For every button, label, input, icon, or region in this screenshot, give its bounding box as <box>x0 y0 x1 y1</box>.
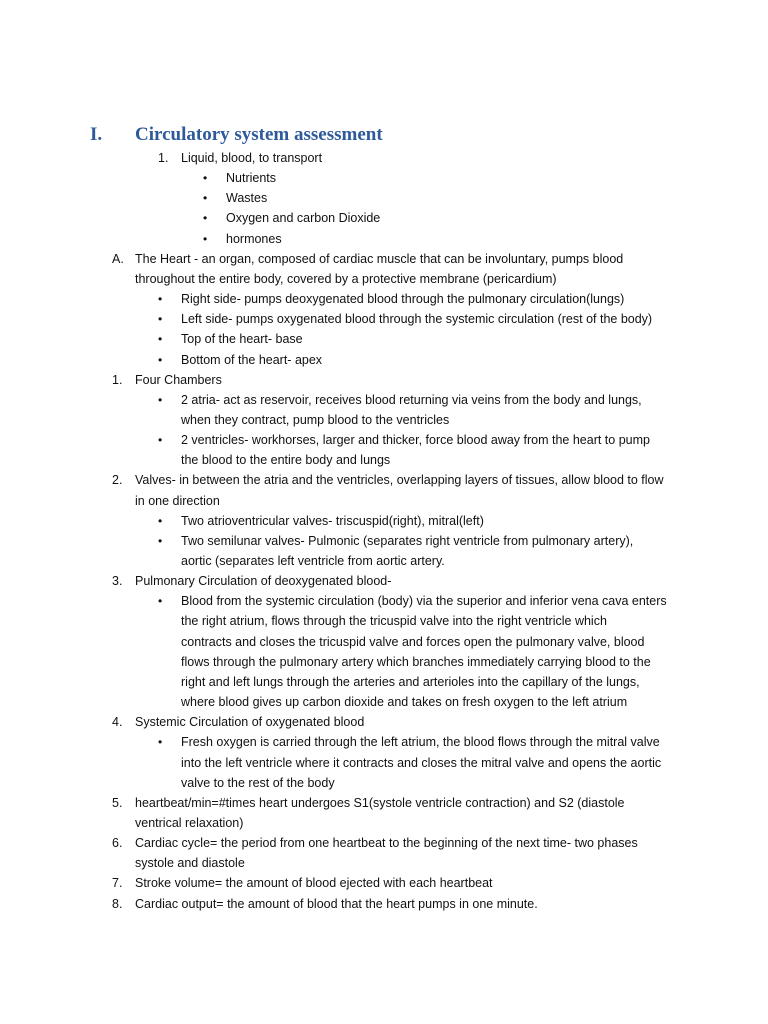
bullet-text: Nutrients <box>226 171 277 186</box>
bullet-text: Oxygen and carbon Dioxide <box>226 211 381 226</box>
list-number: 4. <box>112 715 123 730</box>
bullet-text: Wastes <box>226 191 268 206</box>
bullet-text: Two atrioventricular valves- triscuspid(right), mitral(left) <box>181 513 484 528</box>
list-item-text: throughout the entire body, covered by a protective membrane (pericardium) <box>135 271 557 286</box>
bullet-text: 2 ventricles- workhorses, larger and thicker, force blood away from the heart to pump <box>181 433 650 448</box>
bullet-text: Blood from the systemic circulation (body) via the superior and inferior vena cava enters <box>181 594 667 609</box>
bullet-text: Fresh oxygen is carried through the left atrium, the blood flows through the mitral valve <box>181 735 660 750</box>
bullet-text: the blood to the entire body and lungs <box>181 453 391 468</box>
list-item-text: Cardiac cycle= the period from one heartbeat to the beginning of the next time- two phases <box>135 836 638 851</box>
bullet-text: contracts and closes the tricuspid valve and forces open the pulmonary valve, blood <box>181 634 645 649</box>
bullet-text: valve to the rest of the body <box>181 775 335 790</box>
bullet-marker: • <box>158 594 163 609</box>
bullet-text: hormones <box>226 231 282 246</box>
list-number: 8. <box>112 896 123 911</box>
bullet-marker: • <box>203 211 208 226</box>
bullet-marker: • <box>158 292 163 307</box>
list-letter: A. <box>112 251 124 266</box>
bullet-text: Two semilunar valves- Pulmonic (separates right ventricle from pulmonary artery), <box>181 533 634 548</box>
list-item-text: Four Chambers <box>135 372 222 387</box>
list-number: 7. <box>112 876 123 891</box>
list-number: 1. <box>158 151 169 165</box>
section-roman-numeral: I. <box>90 124 103 145</box>
list-number: 5. <box>112 795 123 810</box>
list-item-text: Liquid, blood, to transport <box>181 151 323 165</box>
bullet-marker: • <box>158 433 163 448</box>
list-item-text: heartbeat/min=#times heart undergoes S1(systole ventricle contraction) and S2 (diastole <box>135 795 625 810</box>
list-item-text: Stroke volume= the amount of blood ejected with each heartbeat <box>135 876 493 891</box>
bullet-marker: • <box>203 171 208 186</box>
bullet-marker: • <box>203 231 208 246</box>
list-number: 3. <box>112 574 123 589</box>
bullet-text: where blood gives up carbon dioxide and takes on fresh oxygen to the left atrium <box>181 695 628 710</box>
bullet-marker: • <box>158 352 163 367</box>
bullet-marker: • <box>158 312 163 327</box>
bullet-text: flows through the pulmonary artery which branches immediately carrying blood to the <box>181 654 651 669</box>
list-item-text: ventrical relaxation) <box>135 815 244 830</box>
bullet-text: into the left ventricle where it contracts and closes the mitral valve and opens the aortic <box>181 755 662 770</box>
bullet-marker: • <box>203 191 208 206</box>
list-item-text: Cardiac output= the amount of blood that the heart pumps in one minute. <box>135 896 538 911</box>
bullet-marker: • <box>158 735 163 750</box>
bullet-text: when they contract, pump blood to the ventricles <box>181 412 450 427</box>
bullet-marker: • <box>158 392 163 407</box>
bullet-text: Left side- pumps oxygenated blood through the systemic circulation (rest of the body) <box>181 312 653 327</box>
bullet-text: right and left lungs through the arteries and arterioles into the capillary of the lungs, <box>181 674 640 689</box>
bullet-marker: • <box>158 332 163 347</box>
bullet-text: Top of the heart- base <box>181 332 303 347</box>
list-item-text: Pulmonary Circulation of deoxygenated blood- <box>135 574 392 589</box>
section-title: Circulatory system assessment <box>135 124 383 145</box>
bullet-marker: • <box>158 533 163 548</box>
list-item-text: Valves- in between the atria and the ventricles, overlapping layers of tissues, allow blood to flow <box>135 473 664 488</box>
list-number: 2. <box>112 473 123 488</box>
list-number: 1. <box>112 372 123 387</box>
bullet-text: the right atrium, flows through the tricuspid valve into the right ventricle which <box>181 614 607 629</box>
list-item-text: Systemic Circulation of oxygenated blood <box>135 715 365 730</box>
bullet-text: aortic (separates left ventricle from aortic artery. <box>181 554 445 568</box>
list-number: 6. <box>112 836 123 851</box>
bullet-text: 2 atria- act as reservoir, receives blood returning via veins from the body and lungs, <box>181 392 642 407</box>
list-item-text: in one direction <box>135 493 220 508</box>
bullet-text: Bottom of the heart- apex <box>181 352 323 367</box>
bullet-text: Right side- pumps deoxygenated blood through the pulmonary circulation(lungs) <box>181 292 625 307</box>
bullet-marker: • <box>158 513 163 528</box>
list-item-text: The Heart - an organ, composed of cardiac muscle that can be involuntary, pumps blood <box>135 251 624 266</box>
list-item-text: systole and diastole <box>135 856 245 871</box>
